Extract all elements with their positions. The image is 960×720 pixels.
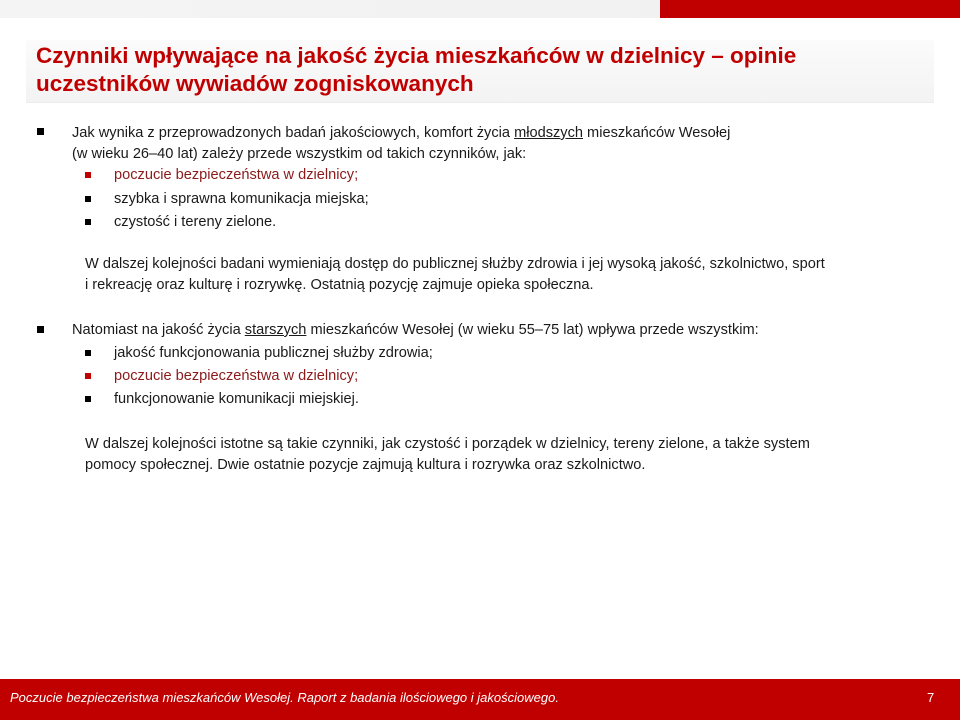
section1-item: szybka i sprawna komunikacja miejska; — [114, 191, 369, 207]
bullet-square-icon — [37, 326, 44, 333]
slide-title: Czynniki wpływające na jakość życia mieszkańców w dzielnicy – opinie uczestników wywiadów zogniskowanych — [36, 43, 797, 96]
section2-intro-emphasis: starszych — [244, 322, 307, 338]
section2-item: poczucie bezpieczeństwa w dzielnicy; — [114, 368, 359, 384]
footer-text: Poczucie bezpieczeństwa mieszkańców Wesołej. Raport z badania ilościowego i jakościowego. — [10, 690, 559, 705]
section2-followup-line1: W dalszej kolejności istotne są takie czynniki, jak czystość i porządek w dzielnicy, tereny zielone, a także system — [85, 436, 810, 452]
bullet-square-icon — [37, 128, 44, 135]
section1-intro-line2: (w wieku 26–40 lat) zależy przede wszystkim od takich czynników, jak: — [72, 146, 527, 162]
section2-intro-after: mieszkańców Wesołej (w wieku 55–75 lat) wpływa przede wszystkim: — [306, 322, 759, 338]
section1-followup-line1: W dalszej kolejności badani wymieniają dostęp do publicznej służby zdrowia i jej wysoką jakość, szkolnictwo, sport — [85, 256, 825, 272]
bullet-square-icon — [85, 373, 91, 379]
section1-item: poczucie bezpieczeństwa w dzielnicy; — [114, 167, 359, 183]
section2-intro-before: Natomiast na jakość życia — [72, 322, 245, 338]
section2-intro — [72, 319, 759, 341]
section1-item: czystość i tereny zielone. — [114, 214, 277, 230]
bullet-square-icon — [85, 350, 91, 356]
page-number: 7 — [927, 690, 935, 705]
bullet-square-icon — [85, 196, 91, 202]
bullet-square-icon — [85, 172, 91, 178]
top-accent-bar — [660, 0, 960, 18]
section2-item: funkcjonowanie komunikacji miejskiej. — [114, 391, 359, 407]
section1-followup-line2: i rekreację oraz kulturę i rozrywkę. Ostatnią pozycję zajmuje opieka społeczna. — [85, 277, 594, 293]
section2-followup-line2: pomocy społecznej. Dwie ostatnie pozycje zajmują kultura i rozrywka oraz szkolnictwo. — [85, 457, 646, 473]
bullet-square-icon — [85, 396, 91, 402]
section1-intro-after: mieszkańców Wesołej — [583, 125, 731, 141]
section2-item: jakość funkcjonowania publicznej służby zdrowia; — [114, 345, 433, 361]
section1-intro-before: Jak wynika z przeprowadzonych badań jakościowych, komfort życia — [72, 125, 515, 141]
section1-intro-emphasis: młodszych — [514, 125, 583, 141]
bullet-square-icon — [85, 219, 91, 225]
section1-intro-line1 — [72, 122, 730, 144]
